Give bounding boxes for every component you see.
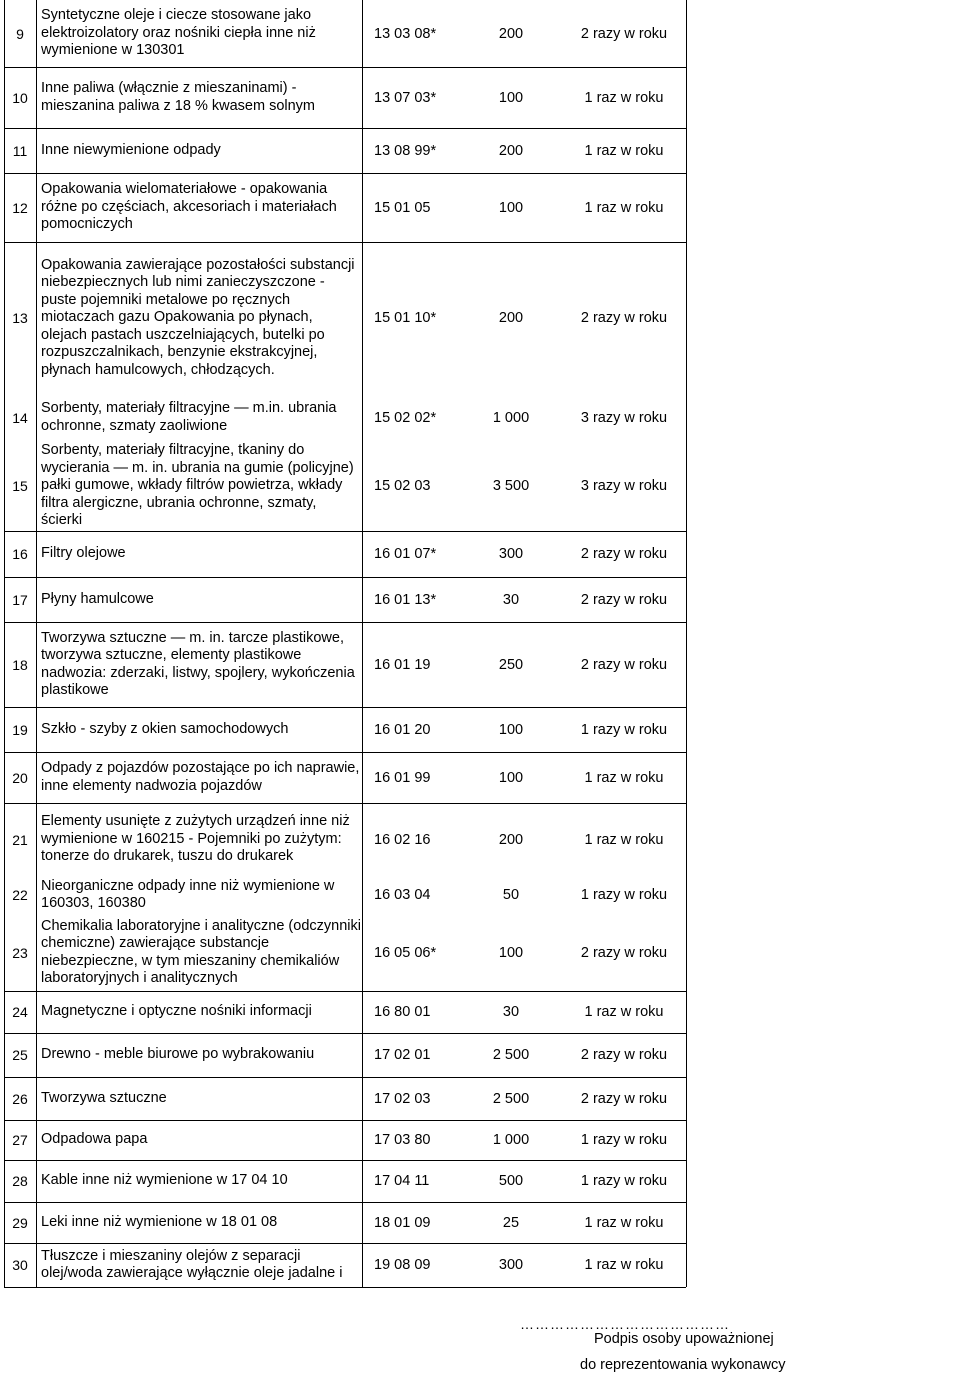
collection-frequency: 1 razy w roku (580, 1173, 668, 1189)
table-row (0, 914, 958, 991)
waste-code: 16 03 04 (374, 887, 431, 903)
row-number: 19 (12, 721, 28, 738)
table-row (0, 1202, 958, 1243)
collection-frequency: 1 razy w roku (580, 887, 668, 903)
row-number: 25 (12, 1047, 28, 1063)
row-number: 17 (12, 591, 28, 608)
waste-quantity: 300 (498, 546, 524, 562)
waste-name: Filtry olejowe (41, 545, 126, 562)
table-row (0, 242, 958, 394)
row-divider (4, 707, 686, 708)
collection-frequency: 1 raz w roku (584, 199, 664, 216)
table-row (0, 803, 958, 876)
row-number: 10 (12, 89, 28, 106)
row-divider (4, 1033, 686, 1034)
row-number: 20 (12, 769, 28, 786)
waste-name: Sorbenty, materiały filtracyjne — m.in. ubrania ochronne, szmaty zaoliwione (41, 400, 337, 434)
collection-frequency: 2 razy w roku (580, 944, 668, 961)
collection-frequency: 2 razy w roku (580, 25, 668, 42)
waste-name: Tworzywa sztuczne — m. in. tarcze plastikowe, tworzywa sztuczne, elementy plastikowe nadwozia: zderzaki, listwy, spojlery, wykończenia plastikowe (41, 629, 355, 698)
waste-code: 16 01 20 (374, 721, 431, 738)
collection-frequency: 3 razy w roku (580, 409, 668, 426)
waste-quantity: 100 (498, 721, 524, 738)
waste-name: Syntetyczne oleje i ciecze stosowane jako elektroizolatory oraz nośniki ciepła inne niż wymienione w 130301 (41, 7, 316, 59)
collection-frequency: 1 raz w roku (584, 769, 664, 786)
waste-quantity: 100 (498, 199, 524, 216)
waste-quantity: 1 000 (492, 1132, 530, 1148)
collection-frequency: 3 razy w roku (580, 478, 668, 494)
waste-name: Opakowania zawierające pozostałości substancji niebezpiecznych lub nimi zanieczyszczone - puste pojemniki metalowe po ręcznych miotaczach gazu Opakowania po płynach, olejach pastach uszczelniających, butelki po rozpuszczalnikach, benzynie ekstrakcyjnej, płynach hamulcowych, chłodzących. (41, 256, 355, 378)
waste-code: 15 02 02* (374, 409, 437, 426)
waste-quantity: 30 (502, 1004, 520, 1020)
row-number: 15 (12, 478, 28, 494)
waste-quantity: 50 (502, 887, 520, 903)
row-number: 16 (12, 546, 28, 562)
waste-quantity: 100 (498, 944, 524, 961)
collection-frequency: 2 razy w roku (580, 1047, 668, 1063)
waste-name: Nieorganiczne odpady inne niż wymienione w 160303, 160380 (41, 877, 335, 911)
collection-frequency: 1 razy w roku (580, 721, 668, 738)
waste-quantity: 200 (498, 25, 524, 42)
table-row (0, 1160, 958, 1202)
waste-code: 16 01 13* (374, 591, 437, 608)
table-row (0, 707, 958, 752)
table-row (0, 1077, 958, 1120)
waste-name: Magnetyczne i optyczne nośniki informacji (41, 1003, 312, 1020)
collection-frequency: 1 razy w roku (580, 1132, 668, 1148)
waste-code: 17 02 01 (374, 1047, 431, 1063)
table-row (0, 1243, 958, 1287)
row-divider (4, 752, 686, 753)
waste-code: 15 02 03 (374, 478, 431, 494)
collection-frequency: 1 raz w roku (584, 831, 664, 848)
waste-name: Odpady z pojazdów pozostające po ich naprawie, inne elementy nadwozia pojazdów (41, 760, 360, 794)
waste-quantity: 1 000 (492, 409, 530, 426)
column-rule (4, 0, 5, 1287)
row-number: 11 (12, 142, 28, 159)
signature-caption: Podpis osoby upoważnionej (594, 1331, 774, 1347)
waste-quantity: 300 (498, 1257, 524, 1273)
row-divider (4, 531, 686, 532)
waste-code: 15 01 05 (374, 199, 431, 216)
table-bottom-border (4, 1287, 686, 1288)
waste-name: Tłuszcze i mieszaniny olejów z separacji olej/woda zawierające wyłącznie oleje jadalne i (41, 1247, 343, 1281)
table-row (0, 0, 958, 67)
collection-frequency: 1 raz w roku (584, 1257, 664, 1273)
waste-quantity: 250 (498, 656, 524, 673)
waste-name: Drewno - meble biurowe po wybrakowaniu (41, 1046, 315, 1063)
column-rule (686, 0, 687, 1287)
waste-code: 16 05 06* (374, 944, 437, 961)
table-row (0, 173, 958, 242)
waste-quantity: 30 (502, 591, 520, 608)
row-number: 9 (16, 25, 24, 42)
table-row (0, 752, 958, 803)
waste-code: 17 03 80 (374, 1132, 431, 1148)
table-row (0, 531, 958, 577)
row-number: 23 (12, 944, 28, 961)
row-number: 24 (12, 1004, 28, 1020)
waste-name: Odpadowa papa (41, 1131, 148, 1148)
row-number: 28 (12, 1173, 28, 1189)
row-divider (4, 1160, 686, 1161)
row-number: 26 (12, 1090, 28, 1107)
collection-frequency: 2 razy w roku (580, 656, 668, 673)
table-row (0, 67, 958, 128)
waste-code: 15 01 10* (374, 310, 437, 326)
collection-frequency: 2 razy w roku (580, 310, 668, 326)
table-row (0, 128, 958, 173)
row-divider (4, 128, 686, 129)
waste-code: 17 02 03 (374, 1090, 431, 1107)
waste-quantity: 2 500 (492, 1047, 530, 1063)
waste-code: 16 01 07* (374, 546, 437, 562)
row-number: 18 (12, 656, 28, 673)
signature-caption-2: do reprezentowania wykonawcy (580, 1357, 786, 1373)
table-row (0, 622, 958, 707)
waste-quantity: 25 (502, 1214, 520, 1231)
collection-frequency: 2 razy w roku (580, 1090, 668, 1107)
row-number: 12 (12, 199, 28, 216)
collection-frequency: 1 raz w roku (584, 89, 664, 106)
row-divider (4, 622, 686, 623)
collection-frequency: 2 razy w roku (580, 546, 668, 562)
waste-quantity: 100 (498, 769, 524, 786)
row-number: 27 (12, 1132, 28, 1148)
waste-code: 16 01 99 (374, 769, 431, 786)
row-divider (4, 173, 686, 174)
waste-code: 16 02 16 (374, 831, 431, 848)
waste-quantity: 500 (498, 1173, 524, 1189)
collection-frequency: 1 raz w roku (584, 142, 664, 159)
row-divider (4, 242, 686, 243)
row-divider (4, 67, 686, 68)
row-divider (4, 1120, 686, 1121)
waste-code: 17 04 11 (374, 1173, 430, 1189)
waste-quantity: 2 500 (492, 1090, 530, 1107)
waste-quantity: 100 (498, 89, 524, 106)
waste-quantity: 200 (498, 310, 524, 326)
waste-name: Elementy usunięte z zużytych urządzeń inne niż wymienione w 160215 - Pojemniki po zużytym: tonerze do drukarek, tuszu do drukarek (41, 813, 350, 865)
collection-frequency: 1 raz w roku (584, 1004, 664, 1020)
collection-frequency: 2 razy w roku (580, 591, 668, 608)
waste-code: 18 01 09 (374, 1214, 431, 1231)
waste-code: 16 80 01 (374, 1004, 431, 1020)
row-divider (4, 803, 686, 804)
table-row (0, 991, 958, 1033)
row-number: 21 (12, 831, 28, 848)
waste-quantity: 200 (498, 142, 524, 159)
table-row (0, 876, 958, 914)
waste-name: Płyny hamulcowe (41, 590, 154, 607)
row-divider (4, 1077, 686, 1078)
waste-name: Tworzywa sztuczne (41, 1089, 167, 1106)
waste-code: 13 08 99* (374, 142, 437, 159)
waste-code: 13 03 08* (374, 25, 437, 42)
row-number: 30 (12, 1257, 28, 1273)
waste-name: Inne paliwa (włącznie z mieszaninami) - mieszanina paliwa z 18 % kwasem solnym (41, 80, 315, 114)
waste-name: Szkło - szyby z okien samochodowych (41, 720, 289, 737)
row-number: 13 (12, 310, 28, 326)
waste-code: 19 08 09 (374, 1257, 431, 1273)
row-divider (4, 991, 686, 992)
row-divider (4, 1202, 686, 1203)
row-divider (4, 1243, 686, 1244)
waste-quantity: 3 500 (492, 478, 530, 494)
waste-quantity: 200 (498, 831, 524, 848)
row-number: 29 (12, 1214, 28, 1231)
column-rule (36, 0, 37, 1287)
waste-name: Opakowania wielomateriałowe - opakowania różne po częściach, akcesoriach i materiałach pomocniczych (41, 181, 337, 233)
table-row (0, 1120, 958, 1160)
waste-name: Chemikalia laboratoryjne i analityczne (odczynniki chemiczne) zawierające substancje niebezpieczne, w tym mieszaniny chemikaliów laboratoryjnych i analitycznych (41, 917, 361, 986)
table-row (0, 394, 958, 441)
waste-name: Sorbenty, materiały filtracyjne, tkaniny do wycierania — m. in. ubrania na gumie (policyjne) pałki gumowe, wkłady filtrów powietrza, wkłady filtra alergiczne, ubrania ochronne, szmaty, ścierki (41, 442, 354, 529)
waste-name: Leki inne niż wymienione w 18 01 08 (41, 1213, 278, 1230)
waste-code: 13 07 03* (374, 89, 437, 106)
row-number: 14 (12, 409, 28, 426)
table-row (0, 577, 958, 622)
table-row (0, 441, 958, 531)
collection-frequency: 1 raz w roku (584, 1214, 664, 1231)
row-divider (4, 577, 686, 578)
waste-name: Inne niewymienione odpady (41, 141, 221, 158)
column-rule (362, 0, 363, 1287)
table-row (0, 1033, 958, 1077)
waste-code: 16 01 19 (374, 656, 431, 673)
row-number: 22 (12, 887, 28, 903)
signature-dots: …………………………………… (520, 1316, 730, 1332)
waste-name: Kable inne niż wymienione w 17 04 10 (41, 1172, 288, 1189)
